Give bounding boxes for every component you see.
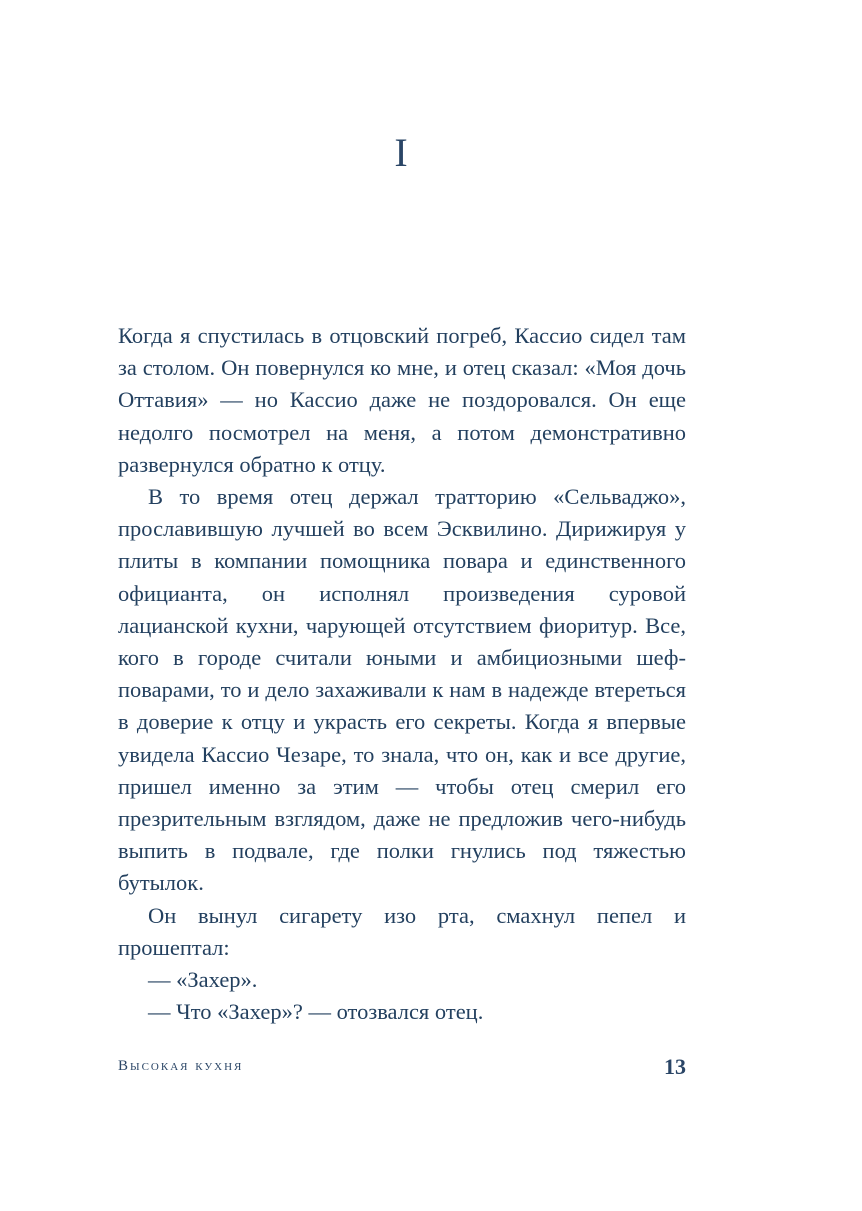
page-number: 13 xyxy=(664,1054,686,1079)
running-title: Высокая кухня xyxy=(118,1058,244,1074)
dialogue-line: — Что «Захер»? — отозвался отец. xyxy=(148,999,484,1025)
page-footer xyxy=(118,1054,686,1084)
paragraph: В то время отец держал тратторию «Сельваджо», прославившую лучшей во всем Эсквилино. Дирижируя у плиты в компании помощника повара и единственного официанта, он исполнял произведения суровой лацианской кухни, чарующей отсутствием фиоритур. Все, кого в городе считали юными и амбициозными шеф-поварами, то и дело захаживали к нам в надежде втереться в доверие к отцу и украсть его секреты. Когда я впервые увидела Кассио Чезаре, то знала, что он, как и все другие, пришел именно за этим — чтобы отец смерил его презрительным взглядом, даже не предложив чего-нибудь выпить в подвале, где полки гнулись под тяжестью бутылок. xyxy=(118,484,686,896)
chapter-number: I xyxy=(394,130,408,175)
dialogue-line: — «Захер». xyxy=(148,967,258,993)
body-text xyxy=(118,320,686,1028)
paragraph: Когда я спустилась в отцовский погреб, Кассио сидел там за столом. Он повернулся ко мне, и отец сказал: «Моя дочь Оттавия» — но Кассио даже не поздоровался. Он еще недолго посмотрел на меня, а потом демонстративно развернулся обратно к отцу. xyxy=(118,323,686,477)
paragraph: Он вынул сигарету изо рта, смахнул пепел и прошептал: xyxy=(118,902,686,960)
